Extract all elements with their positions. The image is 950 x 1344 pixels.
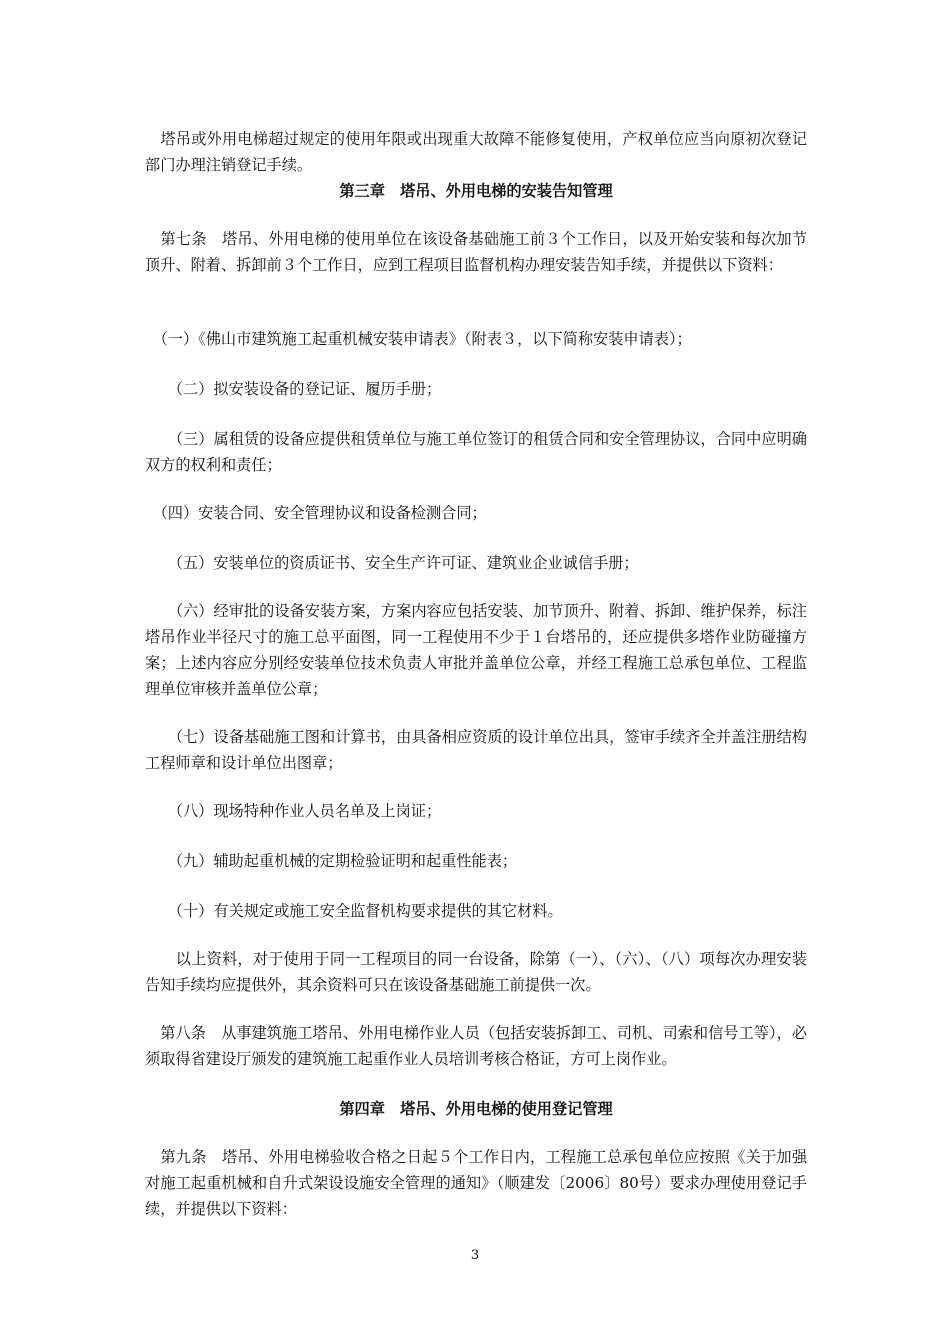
item-5: （五）安装单位的资质证书、安全生产许可证、建筑业企业诚信手册；	[145, 554, 639, 572]
item-3: （三）属租赁的设备应提供租赁单位与施工单位签订的租赁合同和安全管理协议，合同中应明确双方的权利和责任；	[145, 430, 807, 474]
item-4: （四）安装合同、安全管理协议和设备检测合同；	[145, 504, 487, 522]
item-7: （七）设备基础施工图和计算书，由具备相应资质的设计单位出具，签审手续齐全并盖注册结构工程师章和设计单位出图章；	[145, 728, 807, 772]
chapter-3-heading: 第三章 塔吊、外用电梯的安装告知管理	[339, 182, 613, 200]
item-6: （六）经审批的设备安装方案，方案内容应包括安装、加节顶升、附着、拆卸、维护保养，标注塔吊作业半径尺寸的施工总平面图，同一工程使用不少于１台塔吊的，还应提供多塔作业防碰撞方案；上述内容应分别经安装单位技术负责人审批并盖单位公章，并经工程施工总承包单位、工程监理单位审核并盖单位公章；	[145, 602, 807, 698]
page-number: 3	[470, 1248, 480, 1263]
materials-note: 以上资料，对于使用于同一工程项目的同一台设备，除第（一）、（六）、（八）项每次办理安装告知手续均应提供外，其余资料可只在该设备基础施工前提供一次。	[145, 950, 807, 994]
item-8: （八）现场特种作业人员名单及上岗证；	[145, 802, 442, 820]
item-10: （十）有关规定或施工安全监督机构要求提供的其它材料。	[145, 902, 563, 920]
chapter-4-heading: 第四章 塔吊、外用电梯的使用登记管理	[339, 1100, 613, 1118]
item-9: （九）辅助起重机械的定期检验证明和起重性能表；	[145, 852, 518, 870]
paragraph-cancellation: 塔吊或外用电梯超过规定的使用年限或出现重大故障不能修复使用，产权单位应当向原初次登记部门办理注销登记手续。	[145, 130, 807, 174]
item-2: （二）拟安装设备的登记证、履历手册；	[145, 380, 442, 398]
article-7: 第七条 塔吊、外用电梯的使用单位在该设备基础施工前３个工作日，以及开始安装和每次加节顶升、附着、拆卸前３个工作日，应到工程项目监督机构办理安装告知手续，并提供以下资料：	[145, 230, 807, 274]
item-1: （一）《佛山市建筑施工起重机械安装申请表》（附表３，以下简称安装申请表）；	[145, 330, 692, 348]
article-9: 第九条 塔吊、外用电梯验收合格之日起５个工作日内，工程施工总承包单位应按照《关于加强对施工起重机械和自升式架设设施安全管理的通知》（顺建发〔2006〕80号）要求办理使用登记手续，并提供以下资料：	[145, 1148, 807, 1218]
article-8: 第八条 从事建筑施工塔吊、外用电梯作业人员（包括安装拆卸工、司机、司索和信号工等），必须取得省建设厅颁发的建筑施工起重作业人员培训考核合格证，方可上岗作业。	[145, 1024, 807, 1068]
